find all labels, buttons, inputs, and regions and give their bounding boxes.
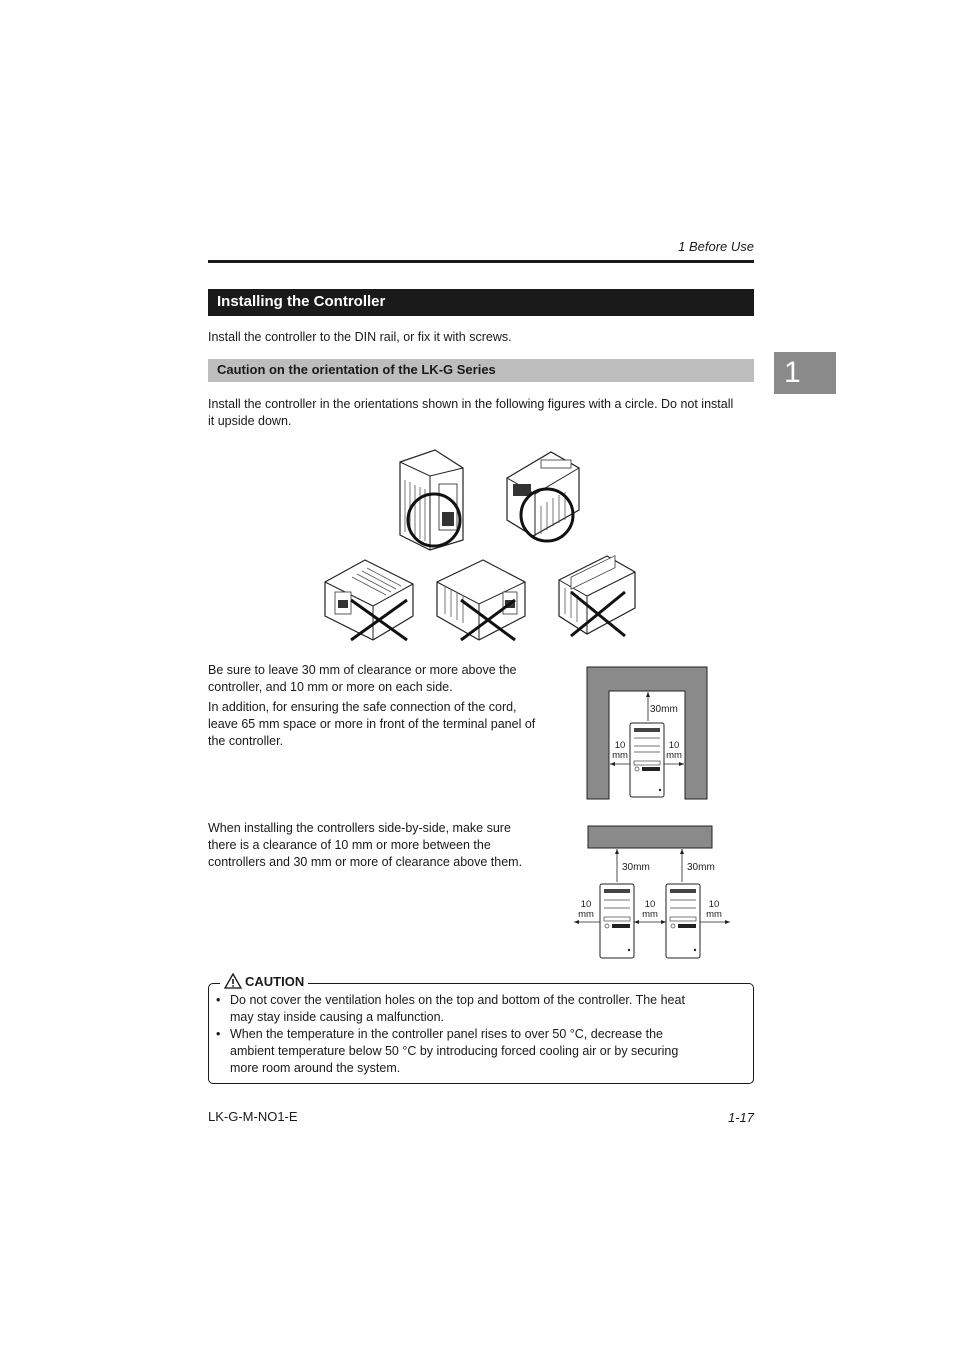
page-number: 1-17 <box>727 1110 754 1125</box>
chapter-tab: 1 <box>774 352 836 394</box>
right-gap-unit: mm <box>706 909 722 920</box>
caution-list <box>216 992 746 1077</box>
controller-ng-3 <box>559 556 635 636</box>
chapter-header: 1 Before Use <box>678 239 754 254</box>
subsection-title: Caution on the orientation of the LK-G Series <box>208 359 754 382</box>
right-clearance-num: 10 <box>668 740 680 751</box>
controller-right <box>666 884 700 958</box>
top-clearance-label-left: 30mm <box>622 862 650 873</box>
caution-item: • Do not cover the ventilation holes on the top and bottom of the controller. The heat may stay inside causing a malfunction. <box>216 993 685 1024</box>
controller-left <box>600 884 634 958</box>
header-rule <box>208 260 754 263</box>
controller-ng-1 <box>325 560 413 640</box>
bullet-icon: • <box>216 993 221 1007</box>
side-by-side-figure <box>570 824 734 962</box>
left-clearance-unit: mm <box>612 750 628 761</box>
clearance-text: Be sure to leave 30 mm of clearance or more above the controller, and 10 mm or more on each side. In addition, for ensuring the safe connection of the cord, leave 65 mm space or more in front of the terminal panel of the controller. <box>208 663 536 748</box>
caution-item: • When the temperature in the controller panel rises to over 50 °C, decrease the ambient temperature below 50 °C by introducing forced cooling air or by securing more room around the system. <box>216 1027 679 1075</box>
controller-ng-2 <box>437 560 525 640</box>
right-clearance-unit: mm <box>666 750 682 761</box>
clearance-figure <box>586 666 710 802</box>
orientation-text: Install the controller in the orientations shown in the following figures with a circle. Do not install it upside down. <box>208 397 734 428</box>
orientation-figure <box>315 440 645 650</box>
section-intro: Install the controller to the DIN rail, or fix it with screws. <box>208 330 512 344</box>
controller-side-ok <box>507 452 579 541</box>
controller-upright-ok <box>400 450 463 550</box>
left-clearance-num: 10 <box>614 740 626 751</box>
warning-icon <box>224 973 242 989</box>
top-clearance-label: 30mm <box>650 704 678 715</box>
caution-heading <box>220 973 308 989</box>
middle-gap-unit: mm <box>642 909 658 920</box>
middle-gap-num: 10 <box>644 899 656 910</box>
left-gap-unit: mm <box>578 909 594 920</box>
bullet-icon: • <box>216 1027 221 1041</box>
left-gap-num: 10 <box>580 899 592 910</box>
document-code: LK-G-M-NO1-E <box>208 1109 298 1124</box>
top-clearance-label-right: 30mm <box>687 862 715 873</box>
section-title: Installing the Controller <box>208 289 754 316</box>
caution-label: CAUTION <box>245 973 305 989</box>
right-gap-num: 10 <box>708 899 720 910</box>
side-by-side-text: When installing the controllers side-by-side, make sure there is a clearance of 10 mm or more between the controllers and 30 mm or more of clearance above them. <box>208 821 523 869</box>
